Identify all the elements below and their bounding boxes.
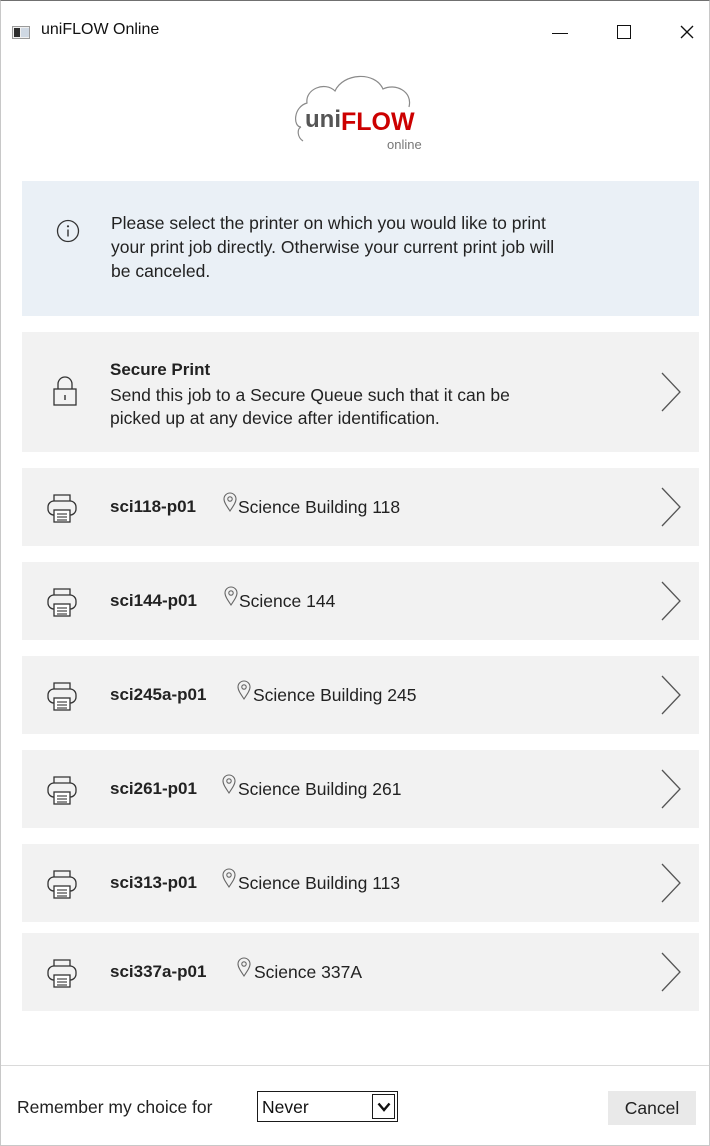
printer-location: Science Building 261 xyxy=(238,779,402,799)
window-title: uniFLOW Online xyxy=(41,21,160,38)
info-line: be canceled. xyxy=(111,261,211,281)
location-pin-icon xyxy=(222,492,238,512)
printer-icon xyxy=(46,774,78,806)
close-button[interactable] xyxy=(667,15,707,49)
printer-option[interactable] xyxy=(22,750,699,828)
secure-print-option[interactable] xyxy=(22,332,699,452)
app-icon xyxy=(12,26,30,39)
chevron-right-icon xyxy=(659,674,683,716)
footer-divider xyxy=(1,1065,709,1066)
printer-option[interactable] xyxy=(22,844,699,922)
minimize-icon xyxy=(552,33,568,34)
printer-option[interactable] xyxy=(22,656,699,734)
chevron-right-icon xyxy=(659,371,683,413)
printer-name: sci245a-p01 xyxy=(110,685,207,704)
logo-flow-text: FLOW xyxy=(341,108,415,136)
chevron-down-icon xyxy=(377,1102,391,1112)
printer-location: Science Building 118 xyxy=(238,497,401,517)
info-line: your print job directly. Otherwise your current print job will xyxy=(111,237,555,257)
printer-icon xyxy=(46,492,78,524)
printer-name: sci313-p01 xyxy=(110,873,197,892)
chevron-right-icon xyxy=(659,580,683,622)
remember-choice-value: Never xyxy=(262,1097,309,1117)
info-banner xyxy=(22,181,699,316)
logo-online-text: online xyxy=(387,137,422,152)
remember-choice-label: Remember my choice for xyxy=(17,1097,213,1117)
printer-option[interactable] xyxy=(22,562,699,640)
chevron-right-icon xyxy=(659,768,683,810)
secure-desc-line: Send this job to a Secure Queue such that it can be xyxy=(110,385,510,405)
location-pin-icon xyxy=(221,774,237,794)
chevron-right-icon xyxy=(659,951,683,993)
printer-location: Science Building 245 xyxy=(253,685,417,705)
close-icon xyxy=(679,24,695,40)
remember-choice-select[interactable] xyxy=(257,1091,398,1122)
location-pin-icon xyxy=(221,868,237,888)
uniflow-logo xyxy=(291,67,431,159)
logo-uni-text: uni xyxy=(305,106,341,133)
location-pin-icon xyxy=(236,680,252,700)
chevron-right-icon xyxy=(659,862,683,904)
minimize-button[interactable] xyxy=(540,15,580,49)
info-line: Please select the printer on which you would like to print xyxy=(111,213,546,233)
maximize-icon xyxy=(617,25,631,39)
maximize-button[interactable] xyxy=(604,15,644,49)
printer-name: sci337a-p01 xyxy=(110,962,207,981)
printer-option[interactable] xyxy=(22,933,699,1011)
printer-icon xyxy=(46,868,78,900)
printer-location: Science Building 113 xyxy=(238,873,401,893)
secure-desc-line: picked up at any device after identification. xyxy=(110,408,440,428)
info-message xyxy=(111,211,681,283)
cancel-button[interactable]: Cancel xyxy=(608,1091,696,1125)
lock-icon xyxy=(52,375,78,407)
dropdown-arrow[interactable] xyxy=(372,1094,395,1119)
printer-name: sci144-p01 xyxy=(110,591,197,610)
secure-print-description xyxy=(110,384,630,430)
printer-location: Science 144 xyxy=(239,591,336,611)
location-pin-icon xyxy=(236,957,252,977)
printer-icon xyxy=(46,957,78,989)
printer-name: sci118-p01 xyxy=(110,497,197,516)
printer-icon xyxy=(46,586,78,618)
secure-print-title: Secure Print xyxy=(110,360,211,379)
printer-location: Science 337A xyxy=(254,962,362,982)
printer-name: sci261-p01 xyxy=(110,779,197,798)
printer-icon xyxy=(46,680,78,712)
chevron-right-icon xyxy=(659,486,683,528)
title-bar[interactable] xyxy=(1,1,709,57)
location-pin-icon xyxy=(223,586,239,606)
info-icon xyxy=(56,219,80,243)
printer-option[interactable] xyxy=(22,468,699,546)
